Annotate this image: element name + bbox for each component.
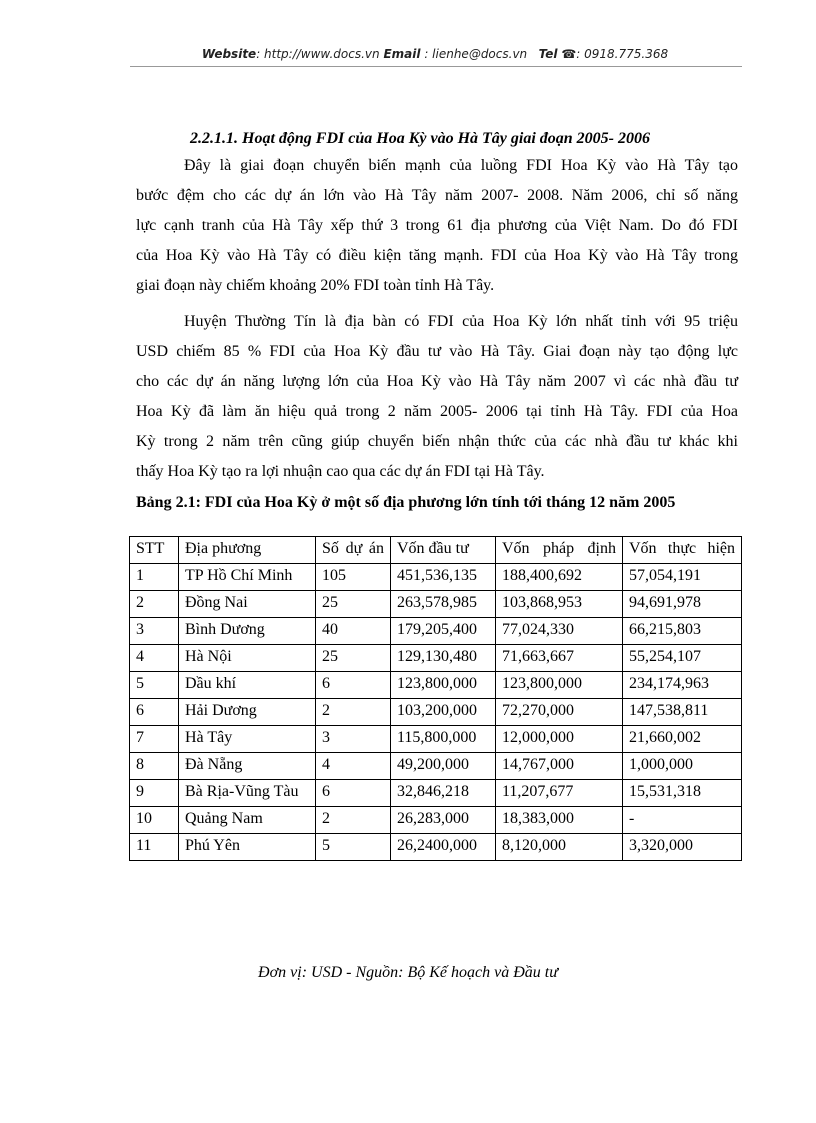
tel-value: : 0918.775.368	[576, 47, 669, 61]
cell-investment: 123,800,000	[391, 672, 496, 699]
cell-legal-capital: 12,000,000	[496, 726, 623, 753]
cell-implemented-capital: 21,660,002	[623, 726, 742, 753]
table-caption: Bảng 2.1: FDI của Hoa Kỳ ở một số địa phương lớn tính tới tháng 12 năm 2005	[136, 494, 676, 511]
cell-project-count: 3	[316, 726, 391, 753]
cell-legal-capital: 123,800,000	[496, 672, 623, 699]
paragraph-line: Hoa Kỳ đã làm ăn hiệu quả trong 2 năm 2005- 2006 tại tỉnh Hà Tây. FDI của Hoa	[136, 403, 738, 420]
table-row	[130, 564, 742, 591]
cell-project-count: 105	[316, 564, 391, 591]
cell-investment: 451,536,135	[391, 564, 496, 591]
cell-legal-capital: 72,270,000	[496, 699, 623, 726]
paragraph-line: Huyện Thường Tín là địa bàn có FDI của Hoa Kỳ lớn nhất tỉnh với 95 triệu	[184, 313, 738, 330]
cell-implemented-capital: 15,531,318	[623, 780, 742, 807]
cell-legal-capital: 8,120,000	[496, 834, 623, 861]
cell-project-count: 6	[316, 780, 391, 807]
paragraph-line: Đây là giai đoạn chuyển biến mạnh của luồng FDI Hoa Kỳ vào Hà Tây tạo	[184, 157, 738, 174]
paragraph-line: thấy Hoa Kỳ tạo ra lợi nhuận cao qua các dự án FDI tại Hà Tây.	[136, 463, 545, 480]
cell-stt: 5	[130, 672, 179, 699]
cell-investment: 32,846,218	[391, 780, 496, 807]
cell-stt: 7	[130, 726, 179, 753]
header-divider	[130, 66, 742, 67]
header-implemented-capital	[623, 537, 742, 564]
table-body	[130, 564, 742, 861]
header-project-count	[316, 537, 391, 564]
header-investment: Vốn đầu tư	[391, 537, 496, 564]
fdi-table	[129, 536, 742, 861]
cell-stt: 4	[130, 645, 179, 672]
table-header-row	[130, 537, 742, 564]
source-note: Đơn vị: USD - Nguồn: Bộ Kế hoạch và Đầu tư	[258, 964, 558, 981]
cell-implemented-capital: 66,215,803	[623, 618, 742, 645]
cell-implemented-capital: 57,054,191	[623, 564, 742, 591]
paragraph-line: bước đệm cho các dự án lớn vào Hà Tây năm 2007- 2008. Năm 2006, chỉ số năng	[136, 187, 738, 204]
table-row	[130, 753, 742, 780]
cell-investment: 26,283,000	[391, 807, 496, 834]
cell-implemented-capital: 147,538,811	[623, 699, 742, 726]
table-row	[130, 807, 742, 834]
cell-stt: 9	[130, 780, 179, 807]
paragraph-line: cho các dự án năng lượng lớn của Hoa Kỳ vào Hà Tây năm 2007 vì các nhà đầu tư	[136, 373, 738, 390]
cell-investment: 103,200,000	[391, 699, 496, 726]
cell-locality: Quảng Nam	[179, 807, 316, 834]
paragraph-1	[136, 151, 738, 301]
email-value: : lienhe@docs.vn	[420, 47, 528, 61]
section-heading: 2.2.1.1. Hoạt động FDI của Hoa Kỳ vào Hà Tây giai đoạn 2005- 2006	[190, 130, 650, 147]
cell-legal-capital: 11,207,677	[496, 780, 623, 807]
table-row	[130, 672, 742, 699]
cell-investment: 49,200,000	[391, 753, 496, 780]
cell-implemented-capital: -	[623, 807, 742, 834]
cell-stt: 6	[130, 699, 179, 726]
cell-legal-capital: 188,400,692	[496, 564, 623, 591]
cell-legal-capital: 14,767,000	[496, 753, 623, 780]
cell-locality: Bà Rịa-Vũng Tàu	[179, 780, 316, 807]
paragraph-line: của Hoa Kỳ vào Hà Tây có điều kiện tăng mạnh. FDI của Hoa Kỳ vào Hà Tây trong	[136, 247, 738, 264]
cell-project-count: 5	[316, 834, 391, 861]
cell-investment: 179,205,400	[391, 618, 496, 645]
header-project-count-text: Số dự án	[322, 540, 384, 557]
cell-stt: 10	[130, 807, 179, 834]
cell-investment: 115,800,000	[391, 726, 496, 753]
table-row	[130, 699, 742, 726]
paragraph-line: lực cạnh tranh của Hà Tây xếp thứ 3 trong 61 địa phương của Việt Nam. Do đó FDI	[136, 217, 738, 234]
cell-investment: 26,2400,000	[391, 834, 496, 861]
cell-stt: 1	[130, 564, 179, 591]
cell-project-count: 25	[316, 645, 391, 672]
email-label: Email	[383, 47, 421, 61]
cell-implemented-capital: 94,691,978	[623, 591, 742, 618]
table-row	[130, 591, 742, 618]
cell-locality: TP Hồ Chí Minh	[179, 564, 316, 591]
cell-implemented-capital: 234,174,963	[623, 672, 742, 699]
cell-project-count: 4	[316, 753, 391, 780]
cell-project-count: 40	[316, 618, 391, 645]
cell-stt: 3	[130, 618, 179, 645]
header-legal-capital-text: Vốn pháp định	[502, 540, 616, 557]
cell-investment: 129,130,480	[391, 645, 496, 672]
cell-legal-capital: 77,024,330	[496, 618, 623, 645]
header-stt: STT	[130, 537, 179, 564]
header-locality: Địa phương	[179, 537, 316, 564]
cell-locality: Đà Nẵng	[179, 753, 316, 780]
website-label: Website	[201, 47, 257, 61]
phone-icon: ☎	[561, 47, 577, 61]
cell-locality: Dầu khí	[179, 672, 316, 699]
table-row	[130, 834, 742, 861]
cell-project-count: 25	[316, 591, 391, 618]
paragraph-line: USD chiếm 85 % FDI của Hoa Kỳ đầu tư vào Hà Tây. Giai đoạn này tạo động lực	[136, 343, 738, 360]
cell-implemented-capital: 1,000,000	[623, 753, 742, 780]
page-header	[130, 47, 740, 61]
cell-investment: 263,578,985	[391, 591, 496, 618]
cell-locality: Hà Nội	[179, 645, 316, 672]
header-implemented-capital-text: Vốn thực hiện	[629, 540, 735, 557]
cell-stt: 2	[130, 591, 179, 618]
cell-locality: Hà Tây	[179, 726, 316, 753]
cell-locality: Bình Dương	[179, 618, 316, 645]
cell-locality: Hải Dương	[179, 699, 316, 726]
table-row	[130, 726, 742, 753]
paragraph-line: Kỳ trong 2 năm trên cũng giúp chuyển biến nhận thức của các nhà đầu tư khác khi	[136, 433, 738, 450]
cell-legal-capital: 18,383,000	[496, 807, 623, 834]
cell-locality: Đồng Nai	[179, 591, 316, 618]
table-row	[130, 645, 742, 672]
cell-project-count: 2	[316, 807, 391, 834]
cell-legal-capital: 103,868,953	[496, 591, 623, 618]
header-legal-capital	[496, 537, 623, 564]
website-value: : http://www.docs.vn	[256, 47, 380, 61]
paragraph-line: giai đoạn này chiếm khoảng 20% FDI toàn tỉnh Hà Tây.	[136, 277, 495, 294]
tel-label: Tel	[538, 47, 558, 61]
cell-project-count: 2	[316, 699, 391, 726]
cell-implemented-capital: 55,254,107	[623, 645, 742, 672]
cell-locality: Phú Yên	[179, 834, 316, 861]
cell-stt: 11	[130, 834, 179, 861]
paragraph-2	[136, 307, 738, 487]
cell-legal-capital: 71,663,667	[496, 645, 623, 672]
cell-project-count: 6	[316, 672, 391, 699]
table-row	[130, 780, 742, 807]
cell-stt: 8	[130, 753, 179, 780]
cell-implemented-capital: 3,320,000	[623, 834, 742, 861]
table-row	[130, 618, 742, 645]
